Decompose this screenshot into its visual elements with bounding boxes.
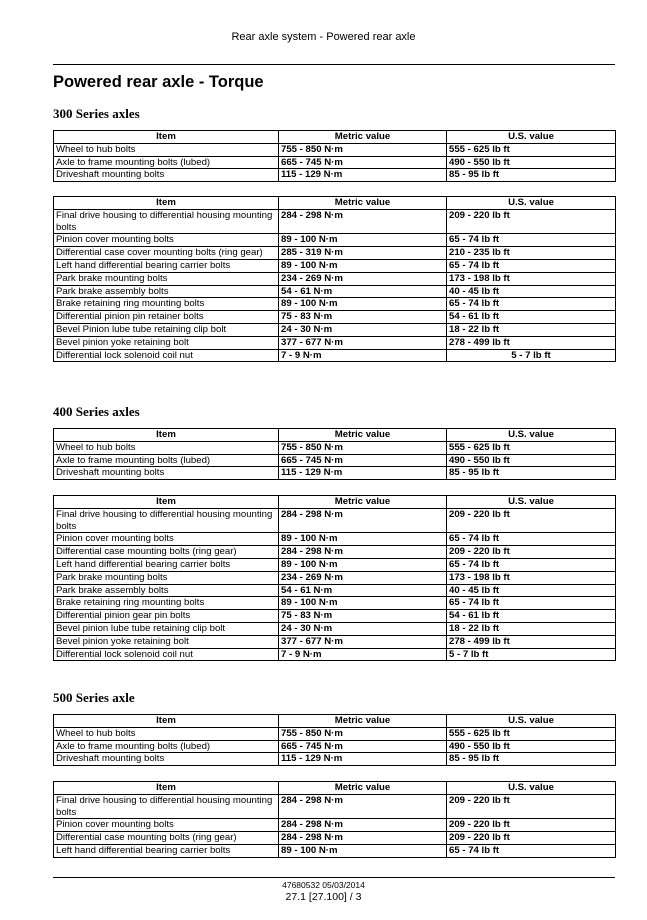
item-cell: Park brake mounting bolts [54, 571, 279, 584]
metric-column-header: Metric value [279, 496, 447, 509]
metric-value-cell: 115 - 129 N·m [279, 467, 447, 480]
metric-value-cell: 75 - 83 N·m [279, 311, 447, 324]
item-cell: Brake retaining ring mounting bolts [54, 597, 279, 610]
item-column-header: Item [54, 782, 279, 795]
item-cell: Park brake assembly bolts [54, 584, 279, 597]
table-row [54, 558, 616, 571]
table-row [54, 635, 616, 648]
item-cell: Park brake assembly bolts [54, 285, 279, 298]
us-value-cell: 18 - 22 lb ft [447, 323, 616, 336]
metric-value-cell: 7 - 9 N·m [279, 648, 447, 661]
metric-value-cell: 54 - 61 N·m [279, 285, 447, 298]
item-column-header: Item [54, 197, 279, 210]
torque-table [53, 495, 616, 661]
section-heading: 400 Series axles [53, 404, 140, 419]
item-cell: Differential lock solenoid coil nut [54, 349, 279, 362]
item-cell: Left hand differential bearing carrier bolts [54, 844, 279, 857]
metric-value-cell: 284 - 298 N·m [279, 832, 447, 845]
item-cell: Bevel pinion lube tube retaining clip bolt [54, 622, 279, 635]
metric-column-header: Metric value [279, 782, 447, 795]
us-value-cell: 65 - 74 lb ft [447, 597, 616, 610]
us-value-cell: 555 - 625 lb ft [447, 143, 616, 156]
metric-value-cell: 284 - 298 N·m [279, 209, 447, 234]
table-header-row [54, 429, 616, 442]
metric-value-cell: 54 - 61 N·m [279, 584, 447, 597]
table-row [54, 259, 616, 272]
metric-value-cell: 234 - 269 N·m [279, 571, 447, 584]
metric-value-cell: 377 - 677 N·m [279, 336, 447, 349]
metric-column-header: Metric value [279, 715, 447, 728]
table-row [54, 584, 616, 597]
us-column-header: U.S. value [447, 429, 616, 442]
metric-column-header: Metric value [279, 429, 447, 442]
us-value-cell: 65 - 74 lb ft [447, 533, 616, 546]
table-row [54, 209, 616, 234]
us-value-cell: 209 - 220 lb ft [447, 832, 616, 845]
table-header-row [54, 197, 616, 210]
metric-value-cell: 284 - 298 N·m [279, 794, 447, 819]
torque-table [53, 130, 616, 182]
us-value-cell: 209 - 220 lb ft [447, 819, 616, 832]
footer-rule [53, 877, 615, 878]
metric-value-cell: 665 - 745 N·m [279, 740, 447, 753]
metric-value-cell: 24 - 30 N·m [279, 622, 447, 635]
us-value-cell: 85 - 95 lb ft [447, 169, 616, 182]
table-row [54, 298, 616, 311]
item-cell: Wheel to hub bolts [54, 727, 279, 740]
table-row [54, 143, 616, 156]
footer-doc-number: 47680532 05/03/2014 [282, 880, 365, 890]
item-cell: Differential pinion gear pin bolts [54, 610, 279, 623]
metric-value-cell: 24 - 30 N·m [279, 323, 447, 336]
table-header-row [54, 782, 616, 795]
us-column-header: U.S. value [447, 131, 616, 144]
torque-table [53, 714, 616, 766]
metric-value-cell: 89 - 100 N·m [279, 533, 447, 546]
table-row [54, 311, 616, 324]
table-row [54, 323, 616, 336]
item-cell: Differential lock solenoid coil nut [54, 648, 279, 661]
table-row [54, 597, 616, 610]
metric-column-header: Metric value [279, 197, 447, 210]
metric-value-cell: 89 - 100 N·m [279, 259, 447, 272]
us-value-cell: 173 - 198 lb ft [447, 272, 616, 285]
metric-value-cell: 377 - 677 N·m [279, 635, 447, 648]
metric-value-cell: 115 - 129 N·m [279, 169, 447, 182]
table-row [54, 819, 616, 832]
item-column-header: Item [54, 496, 279, 509]
table-row [54, 349, 616, 362]
metric-value-cell: 115 - 129 N·m [279, 753, 447, 766]
table-row [54, 247, 616, 260]
item-cell: Left hand differential bearing carrier bolts [54, 558, 279, 571]
table-row [54, 467, 616, 480]
item-cell: Pinion cover mounting bolts [54, 819, 279, 832]
metric-value-cell: 755 - 850 N·m [279, 441, 447, 454]
us-column-header: U.S. value [447, 782, 616, 795]
us-value-cell: 54 - 61 lb ft [447, 610, 616, 623]
table-row [54, 441, 616, 454]
table-row [54, 740, 616, 753]
table-row [54, 169, 616, 182]
item-cell: Park brake mounting bolts [54, 272, 279, 285]
table-row [54, 610, 616, 623]
metric-value-cell: 89 - 100 N·m [279, 558, 447, 571]
metric-value-cell: 7 - 9 N·m [279, 349, 447, 362]
us-value-cell: 5 - 7 lb ft [447, 648, 616, 661]
us-column-header: U.S. value [447, 197, 616, 210]
us-value-cell: 54 - 61 lb ft [447, 311, 616, 324]
us-value-cell: 555 - 625 lb ft [447, 727, 616, 740]
table-header-row [54, 131, 616, 144]
table-row [54, 336, 616, 349]
us-value-cell: 5 - 7 lb ft [447, 349, 616, 362]
us-value-cell: 65 - 74 lb ft [447, 298, 616, 311]
metric-value-cell: 89 - 100 N·m [279, 844, 447, 857]
item-cell: Pinion cover mounting bolts [54, 533, 279, 546]
metric-value-cell: 234 - 269 N·m [279, 272, 447, 285]
us-value-cell: 65 - 74 lb ft [447, 259, 616, 272]
metric-value-cell: 89 - 100 N·m [279, 234, 447, 247]
table-row [54, 285, 616, 298]
item-cell: Differential case mounting bolts (ring gear) [54, 832, 279, 845]
metric-value-cell: 284 - 298 N·m [279, 819, 447, 832]
item-cell: Driveshaft mounting bolts [54, 753, 279, 766]
us-value-cell: 173 - 198 lb ft [447, 571, 616, 584]
item-cell: Final drive housing to differential housing mounting bolts [54, 209, 279, 234]
us-column-header: U.S. value [447, 715, 616, 728]
item-cell: Brake retaining ring mounting bolts [54, 298, 279, 311]
table-row [54, 727, 616, 740]
item-cell: Differential case cover mounting bolts (ring gear) [54, 247, 279, 260]
section-heading: 500 Series axle [53, 690, 135, 705]
us-value-cell: 85 - 95 lb ft [447, 467, 616, 480]
us-value-cell: 210 - 235 lb ft [447, 247, 616, 260]
item-cell: Pinion cover mounting bolts [54, 234, 279, 247]
us-value-cell: 209 - 220 lb ft [447, 794, 616, 819]
us-value-cell: 40 - 45 lb ft [447, 285, 616, 298]
metric-value-cell: 284 - 298 N·m [279, 546, 447, 559]
us-value-cell: 18 - 22 lb ft [447, 622, 616, 635]
metric-value-cell: 284 - 298 N·m [279, 508, 447, 533]
metric-value-cell: 755 - 850 N·m [279, 143, 447, 156]
item-cell: Axle to frame mounting bolts (lubed) [54, 740, 279, 753]
torque-table [53, 196, 616, 362]
metric-value-cell: 665 - 745 N·m [279, 454, 447, 467]
table-row [54, 753, 616, 766]
page-title: Powered rear axle - Torque [53, 73, 264, 91]
us-value-cell: 65 - 74 lb ft [447, 844, 616, 857]
us-value-cell: 85 - 95 lb ft [447, 753, 616, 766]
us-value-cell: 490 - 550 lb ft [447, 740, 616, 753]
item-cell: Axle to frame mounting bolts (lubed) [54, 156, 279, 169]
table-header-row [54, 715, 616, 728]
table-row [54, 533, 616, 546]
item-cell: Wheel to hub bolts [54, 441, 279, 454]
table-row [54, 272, 616, 285]
table-row [54, 156, 616, 169]
running-header: Rear axle system - Powered rear axle [231, 31, 416, 43]
metric-value-cell: 89 - 100 N·m [279, 298, 447, 311]
metric-value-cell: 75 - 83 N·m [279, 610, 447, 623]
us-value-cell: 209 - 220 lb ft [447, 508, 616, 533]
torque-table [53, 428, 616, 480]
us-column-header: U.S. value [447, 496, 616, 509]
item-cell: Driveshaft mounting bolts [54, 467, 279, 480]
table-row [54, 571, 616, 584]
item-cell: Axle to frame mounting bolts (lubed) [54, 454, 279, 467]
us-value-cell: 278 - 499 lb ft [447, 635, 616, 648]
metric-value-cell: 665 - 745 N·m [279, 156, 447, 169]
us-value-cell: 40 - 45 lb ft [447, 584, 616, 597]
metric-value-cell: 755 - 850 N·m [279, 727, 447, 740]
item-column-header: Item [54, 131, 279, 144]
us-value-cell: 209 - 220 lb ft [447, 209, 616, 234]
table-row [54, 648, 616, 661]
item-cell: Differential pinion pin retainer bolts [54, 311, 279, 324]
us-value-cell: 65 - 74 lb ft [447, 234, 616, 247]
table-header-row [54, 496, 616, 509]
item-cell: Wheel to hub bolts [54, 143, 279, 156]
item-cell: Final drive housing to differential housing mounting bolts [54, 508, 279, 533]
table-row [54, 454, 616, 467]
metric-value-cell: 285 - 319 N·m [279, 247, 447, 260]
item-cell: Bevel Pinion lube tube retaining clip bolt [54, 323, 279, 336]
header-rule [53, 64, 615, 65]
item-column-header: Item [54, 429, 279, 442]
table-row [54, 546, 616, 559]
table-row [54, 508, 616, 533]
metric-value-cell: 89 - 100 N·m [279, 597, 447, 610]
metric-column-header: Metric value [279, 131, 447, 144]
torque-table [53, 781, 616, 858]
us-value-cell: 209 - 220 lb ft [447, 546, 616, 559]
section-heading: 300 Series axles [53, 106, 140, 121]
item-column-header: Item [54, 715, 279, 728]
us-value-cell: 490 - 550 lb ft [447, 454, 616, 467]
table-row [54, 234, 616, 247]
item-cell: Left hand differential bearing carrier bolts [54, 259, 279, 272]
us-value-cell: 555 - 625 lb ft [447, 441, 616, 454]
us-value-cell: 278 - 499 lb ft [447, 336, 616, 349]
footer-page-ref: 27.1 [27.100] / 3 [285, 891, 362, 903]
table-row [54, 794, 616, 819]
table-row [54, 832, 616, 845]
table-row [54, 844, 616, 857]
item-cell: Bevel pinion yoke retaining bolt [54, 635, 279, 648]
us-value-cell: 65 - 74 lb ft [447, 558, 616, 571]
us-value-cell: 490 - 550 lb ft [447, 156, 616, 169]
item-cell: Bevel pinion yoke retaining bolt [54, 336, 279, 349]
item-cell: Final drive housing to differential housing mounting bolts [54, 794, 279, 819]
item-cell: Driveshaft mounting bolts [54, 169, 279, 182]
item-cell: Differential case mounting bolts (ring gear) [54, 546, 279, 559]
table-row [54, 622, 616, 635]
